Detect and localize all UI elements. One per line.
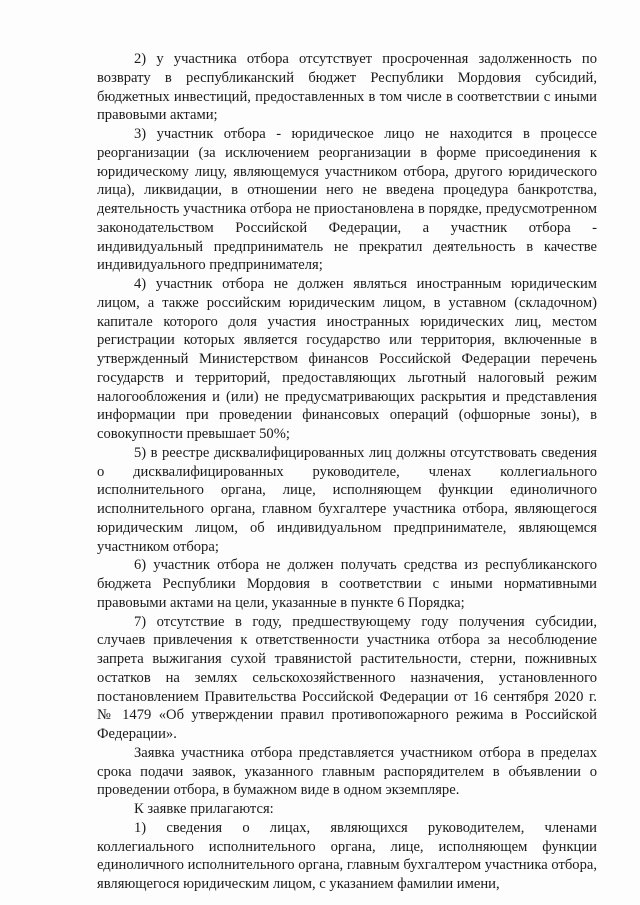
paragraph-item-5: 5) в реестре дисквалифицированных лиц должны отсутствовать сведения о дисквалифицированных руководителе, членах коллегиального исполнительного органа, лице, исполняющем функции единоличного исполнительного органа, главном бухгалтере участника отбора, являющегося юридическим лицом, об индивидуальном предпринимателе, являющемся участником отбора; [97, 444, 597, 555]
paragraph-attachment-1: 1) сведения о лицах, являющихся руководителем, членами коллегиального исполнительного органа, лице, исполняющем функции единоличного исполнительного органа, главным бухгалтером участника отбора, являющегося юридическим лицом, с указанием фамилии имени, [97, 819, 597, 892]
document-body [97, 50, 597, 894]
paragraph-application: Заявка участника отбора представляется участником отбора в пределах срока подачи заявок, указанного главным распорядителем в объявлении о проведении отбора, в бумажном виде в одном экземпляре. [97, 744, 597, 799]
paragraph-item-4: 4) участник отбора не должен являться иностранным юридическим лицом, а также российским юридическим лицом, в уставном (складочном) капитале которого доля участия иностранных юридических лиц, местом регистрации которых является государство или территория, включенные в утвержденный Министерством финансов Российской Федерации перечень государств и территорий, предоставляющих льготный налоговый режим налогообложения и (или) не предусматривающих раскрытия и представления информации при проведении финансовых операций (офшорные зоны), в совокупности превышает 50%; [97, 276, 597, 442]
paragraph-item-7: 7) отсутствие в году, предшествующему году получения субсидии, случаев привлечения к ответственности участника отбора за несоблюдение запрета выжигания сухой травянистой растительности, стерни, пожнивных остатков на землях сельскохозяйственного назначения, установленного постановлением Правительства Российской Федерации от 16 сентября 2020 г. № 1479 «Об утверждении правил противопожарного режима в Российской Федерации». [97, 613, 597, 742]
paragraph-item-3: 3) участник отбора - юридическое лицо не находится в процессе реорганизации (за исключением реорганизации в форме присоединения к юридическому лицу, являющемуся участником отбора, другого юридического лица), ликвидации, в отношении него не введена процедура банкротства, деятельность участника отбора не приостановлена в порядке, предусмотренном законодательством Российской Федерации, а участник отбора - индивидуальный предприниматель не прекратил деятельность в качестве индивидуального предпринимателя; [97, 126, 597, 274]
paragraph-item-6: 6) участник отбора не должен получать средства из республиканского бюджета Республики Мордовия в соответствии с иными нормативными правовыми актами на цели, указанные в пункте 6 Порядка; [97, 557, 597, 611]
paragraph-attachments-heading: К заявке прилагаются: [134, 801, 274, 817]
paragraph-item-2: 2) у участника отбора отсутствует просроченная задолженность по возврату в республиканский бюджет Республики Мордовия субсидий, бюджетных инвестиций, предоставленных в том числе в соответствии с иными правовыми актами; [97, 51, 597, 124]
